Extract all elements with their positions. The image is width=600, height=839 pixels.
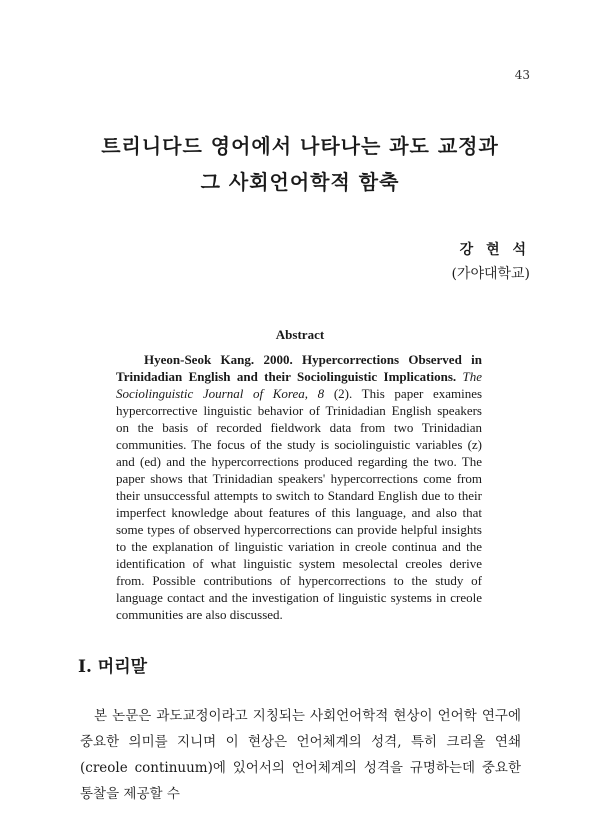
title-line-2: 그 사회언어학적 함축 xyxy=(200,170,400,194)
author-block xyxy=(451,238,530,286)
author-name: 강 현 석 xyxy=(459,242,530,258)
abstract-text: This paper examines hypercorrective linguistic behavior of Trinidadian English speakers on the basis of recorded fieldwork data from two Trinidadian communities. The focus of the study is sociolinguistic variables (z) and (ed) and the hypercorrections produced regarding the two. The paper shows that Trinidadian speakers' hypercorrections come from their unsuccessful attempts to switch to Standard English due to their imperfect knowledge about features of this language, and also that some types of observed hypercorrections can provide helpful insights to the explanation of linguistic variation in creole continua and the identification of what linguistic system mesolectal creoles derive from. Possible contributions of hypercorrections to the study of language contact and the investigation of linguistic systems in creole communities are also discussed. xyxy=(116,386,483,622)
abstract-body xyxy=(116,351,482,623)
abstract-citation: Hyeon-Seok Kang. 2000. Hypercorrections Observed in Trinidadian English and their Sociolinguistic Implications. xyxy=(116,352,482,384)
journal-issue: (2). xyxy=(333,386,353,401)
section-heading: I. 머리말 xyxy=(78,657,148,677)
title-line-1: 트리니다드 영어에서 나타나는 과도 교정과 xyxy=(101,134,499,158)
page-number: 43 xyxy=(514,68,530,82)
abstract-heading: Abstract xyxy=(275,327,325,342)
journal-name: The Sociolinguistic Journal of Korea, 8 xyxy=(116,369,482,401)
paper-title xyxy=(0,128,600,200)
author-affiliation: (가야대학교) xyxy=(451,266,530,282)
section-paragraph xyxy=(80,703,521,807)
paragraph-text: 본 논문은 과도교정이라고 지칭되는 사회언어학적 현상이 언어학 연구에 중요한 의미를 지니며 이 현상은 언어체계의 성격, 특히 크리올 연쇄 (creole continuum)에 있어서의 언어체계의 성격을 규명하는데 중요한 통찰을 제공할 수 xyxy=(80,708,521,802)
